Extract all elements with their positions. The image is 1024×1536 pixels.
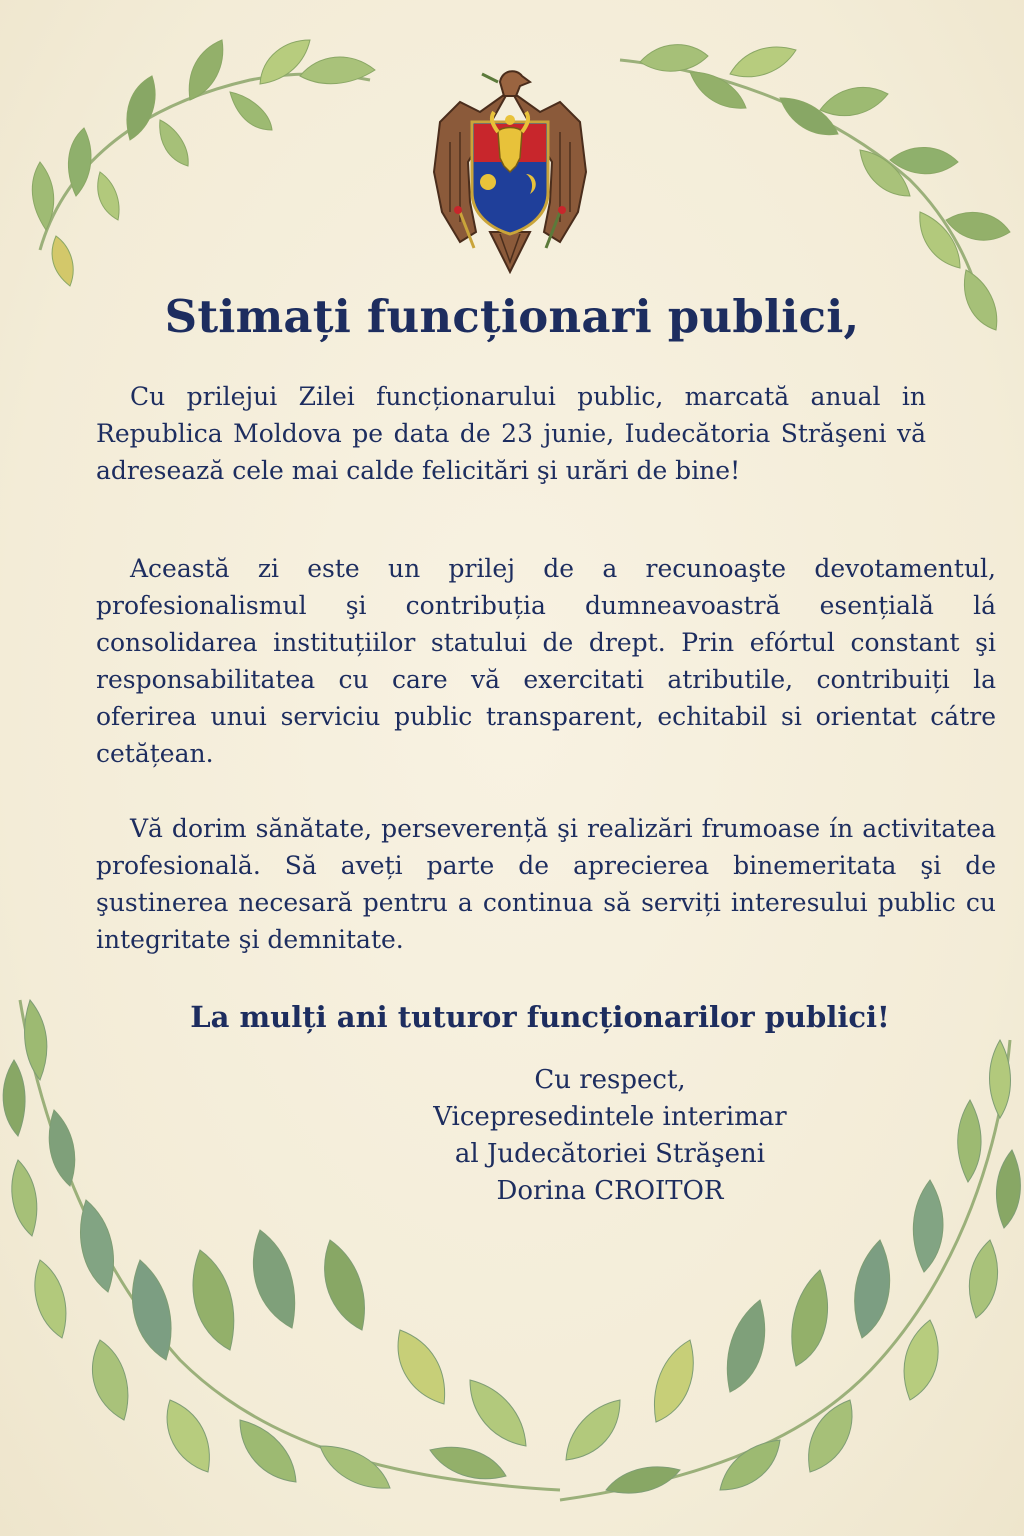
paragraph-text: Această zi este un prilej de a recunoaşte devotamentul, profesionalismul şi contribuția dumneavoastră esențială lá consolidarea instituțiilor statului de drept. Prin efórtul constant şi responsabilitatea cu care vă exercitati atributile, contribuiți la oferirea unui serviciu public transparent, echitabil si orientat cátre cetățean. [96,554,996,768]
closing-wish: La mulți ani tuturor funcționarilor publici! [190,1000,890,1034]
page-title: Stimați funcționari publici, [164,290,860,343]
signature-salutation: Cu respect, [534,1065,686,1095]
paragraph-text: Vă dorim sănătate, perseverență şi realizări frumoase ín activitatea profesională. Să aveți parte de aprecierea binemeritata şi de şustinerea necesară pentru a continua să serviți interesului public cu integritate şi demnitate. [96,814,996,954]
paragraph-1 [96,378,926,503]
branch-top-right [620,45,1010,330]
paragraph-3 [96,810,996,972]
branch-top-left [32,40,375,286]
coat-of-arms-emblem [420,62,600,274]
signature-block [360,1062,860,1210]
signature-institution: al Judecătoriei Străşeni [454,1139,766,1169]
paragraph-text: Cu prilejui Zilei funcționarului public, marcată anual in Republica Moldova pe data de 23 junie, Iudecătoria Străşeni vă adresează cele mai calde felicitări şi urări de bine! [96,382,926,485]
paragraph-2 [96,550,996,786]
signature-name: Dorina CROITOR [496,1176,724,1206]
signature-position: Vicepresedintele interimar [433,1102,787,1132]
